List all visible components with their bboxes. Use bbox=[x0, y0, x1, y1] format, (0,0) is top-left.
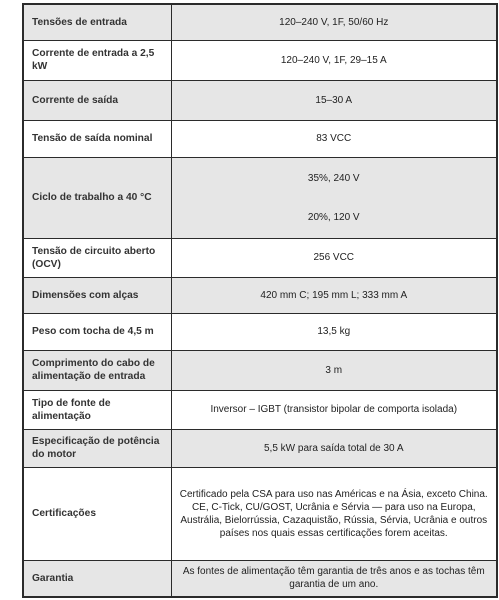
spec-value: As fontes de alimentação têm garantia de três anos e as tochas têm garantia de um ano. bbox=[171, 560, 497, 597]
spec-label: Tensão de saída nominal bbox=[23, 120, 171, 157]
spec-value: 120–240 V, 1F, 29–15 A bbox=[171, 40, 497, 80]
spec-label: Corrente de saída bbox=[23, 80, 171, 120]
spec-row-duty-cycle bbox=[23, 157, 497, 238]
spec-label: Peso com tocha de 4,5 m bbox=[23, 313, 171, 350]
spec-label: Tensão de circuito aberto (OCV) bbox=[23, 238, 171, 277]
spec-label: Dimensões com alças bbox=[23, 277, 171, 313]
spec-row-input-current bbox=[23, 40, 497, 80]
spec-value: 256 VCC bbox=[171, 238, 497, 277]
duty-cycle-120v: 20%, 120 V bbox=[307, 211, 360, 223]
spec-row-output-current bbox=[23, 80, 497, 120]
spec-label: Certificações bbox=[23, 467, 171, 560]
spec-row-rated-output-voltage bbox=[23, 120, 497, 157]
spec-value: 13,5 kg bbox=[171, 313, 497, 350]
spec-row-input-voltages bbox=[23, 4, 497, 40]
spec-value: 420 mm C; 195 mm L; 333 mm A bbox=[171, 277, 497, 313]
spec-label: Tensões de entrada bbox=[23, 4, 171, 40]
spec-value: 15–30 A bbox=[171, 80, 497, 120]
spec-row-warranty bbox=[23, 560, 497, 597]
spec-row-ocv bbox=[23, 238, 497, 277]
spec-value: 5,5 kW para saída total de 30 A bbox=[171, 429, 497, 467]
spec-row-dimensions bbox=[23, 277, 497, 313]
spec-row-weight bbox=[23, 313, 497, 350]
spec-value-duty-cycle bbox=[171, 157, 497, 238]
spec-label: Corrente de entrada a 2,5 kW bbox=[23, 40, 171, 80]
spec-row-engine-drive-rating bbox=[23, 429, 497, 467]
spec-row-power-supply-type bbox=[23, 390, 497, 429]
spec-label: Tipo de fonte de alimentação bbox=[23, 390, 171, 429]
spec-label: Comprimento do cabo de alimentação de entrada bbox=[23, 350, 171, 390]
spec-label: Especificação de potência do motor bbox=[23, 429, 171, 467]
spec-row-input-cable-length bbox=[23, 350, 497, 390]
duty-cycle-240v: 35%, 240 V bbox=[307, 172, 360, 184]
spec-value: Certificado pela CSA para uso nas Américas e na Ásia, exceto China. CE, C-Tick, CU/GOST, Ucrânia e Sérvia — para uso na Europa, Austrália, Bielorrússia, Cazaquistão, Rússia, Sérvia, Ucrânia e outros países nos quais essas certificações forem aceitas. bbox=[171, 467, 497, 560]
spec-value: 120–240 V, 1F, 50/60 Hz bbox=[171, 4, 497, 40]
spec-value: Inversor – IGBT (transistor bipolar de comporta isolada) bbox=[171, 390, 497, 429]
spec-label: Ciclo de trabalho a 40 °C bbox=[23, 157, 171, 238]
spec-value: 83 VCC bbox=[171, 120, 497, 157]
spec-value: 3 m bbox=[171, 350, 497, 390]
spec-row-certifications bbox=[23, 467, 497, 560]
specifications-table bbox=[22, 3, 498, 598]
spec-label: Garantia bbox=[23, 560, 171, 597]
